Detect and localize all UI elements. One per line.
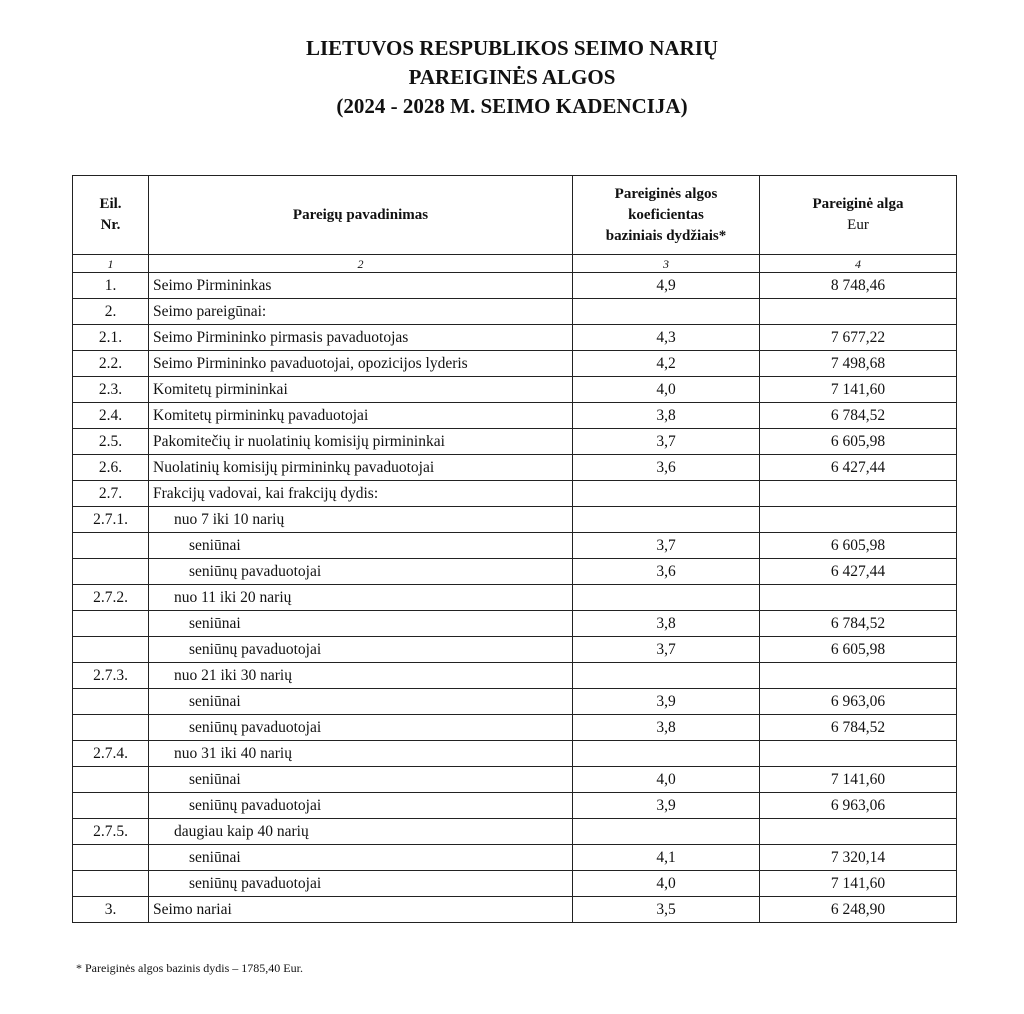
coefficient-cell: 3,8: [573, 611, 760, 637]
row-number-cell: 2.6.: [73, 455, 149, 481]
position-name-cell: seniūnų pavaduotojai: [149, 559, 573, 585]
document-title: [0, 34, 1024, 121]
table-row: [73, 767, 957, 793]
coefficient-cell: [573, 585, 760, 611]
position-name-cell: Frakcijų vadovai, kai frakcijų dydis:: [149, 481, 573, 507]
coefficient-cell: 4,0: [573, 377, 760, 403]
salary-cell: [760, 819, 957, 845]
table-row: [73, 741, 957, 767]
coefficient-cell: [573, 481, 760, 507]
table-row: [73, 871, 957, 897]
coefficient-cell: 4,1: [573, 845, 760, 871]
position-name-cell: seniūnų pavaduotojai: [149, 715, 573, 741]
salary-cell: 7 141,60: [760, 377, 957, 403]
position-name-cell: Seimo Pirmininkas: [149, 273, 573, 299]
row-number-cell: [73, 689, 149, 715]
header-salary-unit: Eur: [847, 217, 869, 233]
salary-cell: 6 963,06: [760, 793, 957, 819]
coefficient-cell: 3,7: [573, 637, 760, 663]
table-row: [73, 325, 957, 351]
header-coefficient: [573, 176, 760, 255]
coefficient-cell: 3,6: [573, 455, 760, 481]
coefficient-cell: [573, 299, 760, 325]
position-name-cell: seniūnai: [149, 845, 573, 871]
table-row: [73, 559, 957, 585]
salary-cell: [760, 299, 957, 325]
position-name-cell: seniūnai: [149, 611, 573, 637]
position-name-cell: seniūnų pavaduotojai: [149, 871, 573, 897]
table-row: [73, 533, 957, 559]
row-number-cell: 1.: [73, 273, 149, 299]
coefficient-cell: 4,0: [573, 871, 760, 897]
header-row-number-line2: Nr.: [100, 217, 121, 233]
table-row: [73, 819, 957, 845]
table-row: [73, 403, 957, 429]
row-number-cell: 2.: [73, 299, 149, 325]
salary-cell: 6 248,90: [760, 897, 957, 923]
table-row: [73, 377, 957, 403]
row-number-cell: [73, 559, 149, 585]
table-row: [73, 689, 957, 715]
row-number-cell: 2.7.3.: [73, 663, 149, 689]
header-row-number-line1: Eil.: [99, 196, 122, 212]
salary-cell: 6 605,98: [760, 429, 957, 455]
position-name-cell: Seimo pareigūnai:: [149, 299, 573, 325]
coefficient-cell: [573, 741, 760, 767]
row-number-cell: 2.7.5.: [73, 819, 149, 845]
salary-cell: 8 748,46: [760, 273, 957, 299]
salary-cell: [760, 507, 957, 533]
coefficient-cell: 3,7: [573, 429, 760, 455]
coefficient-cell: 4,3: [573, 325, 760, 351]
coefficient-cell: 3,7: [573, 533, 760, 559]
title-line-1: LIETUVOS RESPUBLIKOS SEIMO NARIŲ: [305, 36, 719, 60]
column-number: 2: [149, 255, 573, 273]
row-number-cell: 2.7.1.: [73, 507, 149, 533]
position-name-cell: nuo 11 iki 20 narių: [149, 585, 573, 611]
table-row: [73, 845, 957, 871]
row-number-cell: 2.1.: [73, 325, 149, 351]
table-row: [73, 481, 957, 507]
header-salary: [760, 176, 957, 255]
position-name-cell: seniūnai: [149, 689, 573, 715]
row-number-cell: 2.3.: [73, 377, 149, 403]
coefficient-cell: [573, 507, 760, 533]
position-name-cell: seniūnai: [149, 767, 573, 793]
title-line-3: (2024 - 2028 M. SEIMO KADENCIJA): [336, 94, 688, 118]
salary-cell: 6 605,98: [760, 637, 957, 663]
header-position-name: Pareigų pavadinimas: [149, 176, 573, 255]
row-number-cell: 2.4.: [73, 403, 149, 429]
column-number: 3: [573, 255, 760, 273]
position-name-cell: Seimo Pirmininko pavaduotojai, opozicijos lyderis: [149, 351, 573, 377]
salary-cell: 7 677,22: [760, 325, 957, 351]
coefficient-cell: 3,9: [573, 793, 760, 819]
salary-cell: 7 141,60: [760, 767, 957, 793]
position-name-cell: nuo 7 iki 10 narių: [149, 507, 573, 533]
position-name-cell: nuo 31 iki 40 narių: [149, 741, 573, 767]
coefficient-cell: 3,5: [573, 897, 760, 923]
title-line-2: PAREIGINĖS ALGOS: [408, 65, 616, 89]
salary-cell: 6 427,44: [760, 455, 957, 481]
row-number-cell: [73, 767, 149, 793]
row-number-cell: 2.7.4.: [73, 741, 149, 767]
salary-cell: [760, 481, 957, 507]
coefficient-cell: 3,6: [573, 559, 760, 585]
table-body: [73, 273, 957, 923]
salary-cell: 7 320,14: [760, 845, 957, 871]
position-name-cell: nuo 21 iki 30 narių: [149, 663, 573, 689]
position-name-cell: seniūnų pavaduotojai: [149, 793, 573, 819]
coefficient-cell: 4,9: [573, 273, 760, 299]
row-number-cell: [73, 871, 149, 897]
table-row: [73, 611, 957, 637]
column-number: 4: [760, 255, 957, 273]
footnote: * Pareiginės algos bazinis dydis – 1785,40 Eur.: [76, 961, 303, 975]
row-number-cell: 2.7.: [73, 481, 149, 507]
table-row: [73, 299, 957, 325]
salary-cell: 6 427,44: [760, 559, 957, 585]
table-header-row: [73, 176, 957, 255]
position-name-cell: Komitetų pirmininkai: [149, 377, 573, 403]
position-name-cell: Komitetų pirmininkų pavaduotojai: [149, 403, 573, 429]
salary-cell: 6 784,52: [760, 715, 957, 741]
header-coefficient-line2: koeficientas: [628, 206, 704, 223]
coefficient-cell: [573, 819, 760, 845]
position-name-cell: seniūnų pavaduotojai: [149, 637, 573, 663]
coefficient-cell: [573, 663, 760, 689]
salary-cell: 6 784,52: [760, 403, 957, 429]
row-number-cell: [73, 845, 149, 871]
coefficient-cell: 3,8: [573, 715, 760, 741]
position-name-cell: Seimo nariai: [149, 897, 573, 923]
coefficient-cell: 3,9: [573, 689, 760, 715]
salary-cell: 6 784,52: [760, 611, 957, 637]
table-row: [73, 585, 957, 611]
table-row: [73, 897, 957, 923]
position-name-cell: seniūnai: [149, 533, 573, 559]
header-coefficient-line3: baziniais dydžiais*: [605, 227, 727, 244]
row-number-cell: 3.: [73, 897, 149, 923]
salary-cell: 7 498,68: [760, 351, 957, 377]
table-row: [73, 429, 957, 455]
coefficient-cell: 3,8: [573, 403, 760, 429]
salary-cell: [760, 585, 957, 611]
position-name-cell: Pakomitečių ir nuolatinių komisijų pirmininkai: [149, 429, 573, 455]
table-row: [73, 637, 957, 663]
salary-table: [72, 175, 957, 923]
position-name-cell: Seimo Pirmininko pirmasis pavaduotojas: [149, 325, 573, 351]
position-name-cell: Nuolatinių komisijų pirmininkų pavaduotojai: [149, 455, 573, 481]
salary-cell: 6 605,98: [760, 533, 957, 559]
salary-cell: [760, 663, 957, 689]
header-salary-line1: Pareiginė alga: [812, 196, 904, 212]
table-row: [73, 715, 957, 741]
row-number-cell: 2.7.2.: [73, 585, 149, 611]
row-number-cell: [73, 611, 149, 637]
row-number-cell: [73, 793, 149, 819]
salary-cell: 7 141,60: [760, 871, 957, 897]
column-number-row: [73, 255, 957, 273]
header-coefficient-line1: Pareiginės algos: [614, 185, 718, 202]
coefficient-cell: 4,2: [573, 351, 760, 377]
position-name-cell: daugiau kaip 40 narių: [149, 819, 573, 845]
row-number-cell: 2.5.: [73, 429, 149, 455]
row-number-cell: [73, 637, 149, 663]
table-row: [73, 455, 957, 481]
coefficient-cell: 4,0: [573, 767, 760, 793]
salary-cell: 6 963,06: [760, 689, 957, 715]
table-row: [73, 351, 957, 377]
header-row-number: [73, 176, 149, 255]
table-row: [73, 793, 957, 819]
table-row: [73, 663, 957, 689]
row-number-cell: [73, 715, 149, 741]
table-row: [73, 507, 957, 533]
column-number: 1: [73, 255, 149, 273]
salary-cell: [760, 741, 957, 767]
row-number-cell: 2.2.: [73, 351, 149, 377]
row-number-cell: [73, 533, 149, 559]
table-row: [73, 273, 957, 299]
